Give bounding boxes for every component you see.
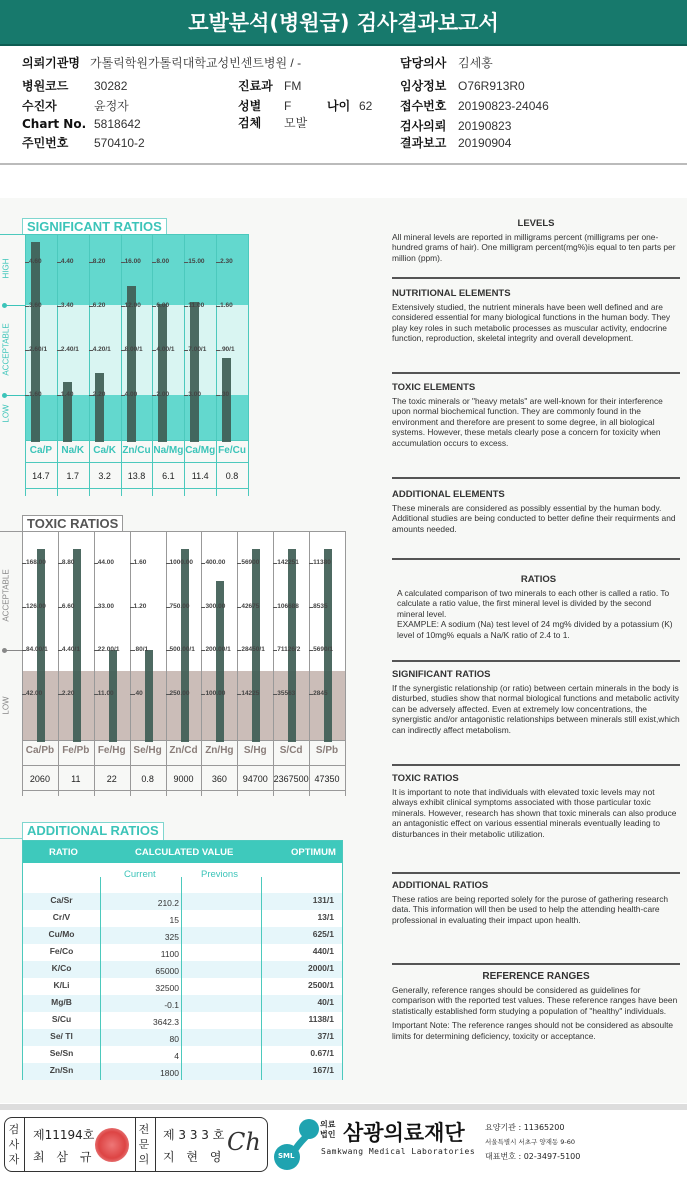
column-divider <box>216 234 217 496</box>
optimum-value: 131/1 <box>312 895 334 905</box>
tick-label: 4.60 <box>29 258 42 265</box>
clinical-value: O76R913R0 <box>458 79 525 93</box>
bar-fe-cu <box>222 358 231 443</box>
sml-logo <box>273 1117 323 1171</box>
tick-label: 15.00 <box>188 258 205 265</box>
tick-label: 44.00 <box>97 559 115 566</box>
rrn-value: 570410-2 <box>94 136 145 150</box>
institution-value: 가톨릭학원가톨릭대학교성빈센트병원 / - <box>90 56 302 70</box>
sex-value: F <box>284 99 292 113</box>
column-divider <box>130 531 131 796</box>
org-name-en: Samkwang Medical Laboratories <box>321 1147 476 1156</box>
value-label: 94700 <box>242 774 268 784</box>
column-divider <box>345 531 346 796</box>
col-ratio: RATIO <box>49 847 78 858</box>
department-value: FM <box>284 79 302 93</box>
divider <box>100 877 101 1080</box>
current-value: 15 <box>169 915 179 925</box>
category-label: Fe/Hg <box>97 745 126 756</box>
tick-label: 126.00 <box>26 603 46 610</box>
tick-label: .90/1 <box>220 346 235 353</box>
toxic-ratios-chart <box>0 531 345 796</box>
sex-label: 성별 <box>238 99 262 113</box>
value-label: 9000 <box>173 774 194 784</box>
row-divider <box>0 531 345 532</box>
col-optimum: OPTIMUM <box>291 847 336 858</box>
optimum-value: 13/1 <box>317 912 334 922</box>
reference-ranges-heading: REFERENCE RANGES <box>482 971 590 982</box>
bar-ca-k <box>92 373 106 443</box>
tick-label: 200.00/1 <box>205 646 231 653</box>
value-label: 13.8 <box>127 471 146 481</box>
row-divider <box>25 462 248 463</box>
table-row <box>23 995 342 1012</box>
value-label: 47350 <box>314 774 340 784</box>
ratio-name: Cu/Mo <box>48 929 75 939</box>
hospital-code-label: 병원코드 <box>22 79 69 93</box>
levels-heading: LEVELS <box>517 218 555 229</box>
institution-row <box>22 54 301 71</box>
column-divider <box>94 531 95 796</box>
column-divider <box>309 531 310 796</box>
tick-label: 2.20 <box>61 690 75 697</box>
hospital-code-value: 30282 <box>94 79 128 93</box>
tick-label: 106688 <box>277 603 299 610</box>
receipt-label: 접수번호 <box>400 99 447 113</box>
tick-label: 11.00 <box>188 302 205 309</box>
additional-ratios-section <box>392 881 680 925</box>
zone-line <box>5 650 22 651</box>
specialist-license: 제 3 3 3 호 <box>163 1128 225 1142</box>
divider <box>392 660 680 662</box>
tick-label: 8.80 <box>61 559 75 566</box>
tick-label: 11.00 <box>97 690 114 697</box>
institution-number: 요양기관 : 11365200 <box>485 1123 565 1132</box>
tick-label: 3.40 <box>60 302 74 309</box>
current-value: 1800 <box>160 1068 179 1078</box>
important-note: Important Note: The reference ranges should not be considered as absoulte limits for determining deficiency, toxicity or acceptance. <box>392 1020 674 1041</box>
zone-label: ACCEPTABLE <box>1 569 11 622</box>
divider <box>392 372 680 374</box>
ratio-name: Cr/V <box>52 912 71 922</box>
tick-label: 750.00 <box>169 603 190 610</box>
column-divider <box>273 531 274 796</box>
tick-label: 33.00 <box>97 603 115 610</box>
tick-label: 8.00/1 <box>124 346 143 353</box>
current-value: 325 <box>164 932 179 942</box>
divider <box>0 838 22 839</box>
column-divider <box>22 531 23 796</box>
toxic-ratios-title: TOXIC RATIOS <box>22 515 123 532</box>
tick-label: 14225 <box>241 690 260 697</box>
ratio-name: Se/Sn <box>49 1048 74 1058</box>
category-label: Zn/Hg <box>205 745 234 756</box>
optimum-value: 40/1 <box>317 997 334 1007</box>
toxic-ratios-heading: TOXIC RATIOS <box>392 773 459 784</box>
divider <box>0 1104 687 1110</box>
significant-ratios-text: If the synergistic relationship (or ratio) between certain minerals in the body is disturbed, studies show that normal biological functions and metabolic activity can be adversely affected. Even at extremely low concentrations, the synergistic and/or antagonistic relationships between minerals still exist,which can indirectly affect metabolism. <box>392 682 680 735</box>
column-divider <box>166 531 167 796</box>
table-row <box>23 1046 342 1063</box>
tick-label: 6.20 <box>92 302 106 309</box>
table-row <box>23 978 342 995</box>
optimum-value: 167/1 <box>312 1065 334 1075</box>
tick-label: 300.00 <box>205 603 226 610</box>
tick-label: 2.40/1 <box>60 346 79 353</box>
tick-label: 2.30 <box>220 258 233 265</box>
ratio-name: Ca/Sr <box>50 895 73 905</box>
current-value: 65000 <box>155 966 179 976</box>
toxic-elements-heading: TOXIC ELEMENTS <box>392 382 476 393</box>
column-divider <box>121 234 122 496</box>
category-label: Na/Mg <box>153 445 184 456</box>
ratios-example: EXAMPLE: A sodium (Na) test level of 24 mg% divided by a potassium (K) level of 10mg% equals a Na/K ratio of 2.4 to 1. <box>397 619 673 640</box>
rrn-label: 주민번호 <box>22 136 69 150</box>
table-row <box>23 893 342 910</box>
ratio-name: Se/ Tl <box>50 1031 73 1041</box>
tick-label: 1000.00 <box>169 559 194 566</box>
divider <box>24 1118 25 1171</box>
reference-ranges-text: Generally, reference ranges should be considered as guidelines for comparison with the reported test values. These reference ranges have been statistically established form studying a population of "healthy" individuals. <box>392 984 678 1016</box>
category-label: Ca/K <box>93 445 117 456</box>
column-divider <box>237 531 238 796</box>
category-label: Ca/Pb <box>25 745 55 756</box>
table-header <box>23 841 342 863</box>
request-date-label: 검사의뢰 <box>400 119 447 133</box>
tick-label: 400.00 <box>205 559 226 566</box>
examiner-name: 최 삼 규 <box>33 1150 96 1164</box>
zone-label: ACCEPTABLE <box>1 323 11 376</box>
zone-band-low <box>25 395 248 440</box>
current-value: 32500 <box>155 983 179 993</box>
optimum-value: 0.67/1 <box>310 1048 334 1058</box>
tick-label: 250.00 <box>169 690 190 697</box>
tick-label: 8.20 <box>92 258 106 265</box>
value-label: 14.7 <box>32 471 50 481</box>
current-value: 1100 <box>160 949 179 959</box>
table-row <box>23 961 342 978</box>
clinical-label: 임상정보 <box>400 79 447 93</box>
doctor-label: 담당의사 <box>400 56 447 70</box>
receipt-value: 20190823-24046 <box>458 99 549 113</box>
table-row <box>23 1012 342 1029</box>
category-label: Zn/Cu <box>122 445 151 456</box>
category-label: Ca/P <box>29 445 53 456</box>
divider <box>0 163 687 165</box>
examiner-label: 검사자 <box>8 1123 20 1166</box>
table-row <box>23 1029 342 1046</box>
ratio-name: S/Cu <box>51 1014 72 1024</box>
row-divider <box>25 488 248 489</box>
value-label: 2060 <box>29 774 50 784</box>
tick-label: 5690/1 <box>313 646 333 653</box>
department-label: 진료과 <box>238 79 273 93</box>
levels-text: All mineral levels are reported in milligrams percent (milligrams per one-hundred grams of hair). One milligram percent(mg%)is equal to ten parts per million (ppm). <box>392 231 676 263</box>
specimen-label: 검체 <box>238 116 262 130</box>
tick-label: 4.20/1 <box>92 346 111 353</box>
zone-label: LOW <box>1 696 11 715</box>
reference-ranges-section <box>392 972 680 1042</box>
bar-se-hg <box>145 650 153 742</box>
zone-band-high <box>25 234 248 305</box>
divider <box>392 277 680 279</box>
current-value: 210.2 <box>157 898 179 908</box>
report-date-label: 결과보고 <box>400 136 447 150</box>
category-label: Se/Hg <box>133 745 162 756</box>
tick-label: 1.60 <box>220 302 233 309</box>
toxic-elements-section <box>392 383 680 449</box>
bar-ca-p <box>31 242 40 442</box>
tick-label: 35563 <box>277 690 296 697</box>
divider <box>392 963 680 965</box>
org-type: 의료법인 <box>320 1120 336 1139</box>
ratio-name: Zn/Sn <box>49 1065 74 1075</box>
doctor-value: 김세홍 <box>458 56 493 70</box>
additional-ratios-text: These ratios are being reported solely for the purose of gathering research data. This information will then be used to help the attending health-care professional in evaluating their impact upon health. <box>392 893 669 925</box>
zone-line <box>5 305 25 306</box>
additional-ratios-title: ADDITIONAL RATIOS <box>22 822 164 840</box>
value-label: 2367500 <box>273 774 309 784</box>
column-divider <box>248 234 249 496</box>
current-value: -0.1 <box>164 1000 179 1010</box>
tick-label: 8.00 <box>156 258 170 265</box>
tick-label: 168.00 <box>26 559 46 566</box>
col-calculated: CALCULATED VALUE <box>135 847 234 858</box>
table-row <box>23 910 342 927</box>
divider <box>392 558 680 560</box>
ratio-name: K/Li <box>53 980 70 990</box>
tick-label: 2845 <box>313 690 328 697</box>
toxic-ratios-text: It is important to note that individuals with elevated toxic levels may not always exhibit clinical symptoms associated with those particular toxic minerals. However, research has shown that toxic minerals can also produce an antagonistic effect on various essential minerals eventually leading to disturbances in their metabolic utilization. <box>392 786 677 839</box>
table-row <box>23 927 342 944</box>
examiner-license: 제11194호 <box>33 1128 95 1142</box>
significant-ratios-chart <box>0 234 248 496</box>
category-label: Na/K <box>61 445 85 456</box>
tick-label: 7.00/1 <box>188 346 207 353</box>
nutritional-section <box>392 289 680 344</box>
additional-elements-heading: ADDITIONAL ELEMENTS <box>392 489 505 500</box>
value-label: 0.8 <box>141 774 154 784</box>
column-divider <box>58 531 59 796</box>
tick-label: 1.60 <box>133 559 147 566</box>
ratio-name: Fe/Co <box>49 946 74 956</box>
specialist-name: 지 현 영 <box>163 1150 226 1164</box>
age-label: 나이 <box>327 99 351 113</box>
additional-ratios-heading: ADDITIONAL RATIOS <box>392 880 489 891</box>
category-label: S/Hg <box>243 745 267 756</box>
category-label: Fe/Cu <box>218 445 246 456</box>
ratio-name: Mg/B <box>51 997 72 1007</box>
tick-label: 11380 <box>313 559 331 566</box>
tick-label: 16.00 <box>124 258 141 265</box>
tick-label: 22.00/1 <box>97 646 120 653</box>
patient-label: 수진자 <box>22 99 57 113</box>
org-phone: 대표번호 : 02-3497-5100 <box>485 1152 581 1161</box>
seal-stamp <box>95 1128 129 1162</box>
value-label: 0.8 <box>225 471 239 481</box>
optimum-value: 1138/1 <box>308 1014 334 1024</box>
column-divider <box>152 234 153 496</box>
tick-label: 1.40 <box>60 391 74 398</box>
tick-label: 84.00/1 <box>26 646 48 653</box>
value-label: 6.1 <box>162 471 175 481</box>
category-label: Fe/Pb <box>62 745 90 756</box>
tick-label: 2.20 <box>92 391 106 398</box>
nutritional-heading: NUTRITIONAL ELEMENTS <box>392 288 511 299</box>
value-label: 1.7 <box>66 471 80 481</box>
row-divider <box>25 440 248 441</box>
tick-label: 4.40/1 <box>61 646 80 653</box>
zone-line <box>5 395 25 396</box>
tick-label: 56900 <box>241 559 260 566</box>
category-label: Ca/Mg <box>185 445 216 456</box>
table-row <box>23 944 342 961</box>
nutritional-text: Extensively studied, the nutrient minerals have been well defined and are considered essential for many biological functions in the human body. They play key roles in such metabolic processes as muscular activity, endocrine function, reproduction, skeletal integrity and overall development. <box>392 301 671 344</box>
divider <box>392 477 680 479</box>
column-divider <box>201 531 202 796</box>
column-divider <box>89 234 90 496</box>
value-label: 22 <box>106 774 117 784</box>
specialist-label: 전문의 <box>138 1123 150 1166</box>
age-value: 62 <box>359 99 373 113</box>
tick-label: 3.00 <box>188 391 201 398</box>
tick-label: .30 <box>220 391 230 398</box>
tick-label: 4.40 <box>60 258 74 265</box>
ratios-section <box>397 575 680 641</box>
tick-label: 71126/2 <box>277 646 301 653</box>
tick-label: 2.00 <box>156 391 170 398</box>
optimum-value: 37/1 <box>317 1031 334 1041</box>
additional-elements-section <box>392 490 680 534</box>
row-divider <box>22 765 345 766</box>
tick-label: 500.00/1 <box>169 646 195 653</box>
tick-label: 6.60 <box>61 603 75 610</box>
tick-label: 42675 <box>241 603 260 610</box>
divider <box>261 877 262 1080</box>
value-label: 11.4 <box>191 471 209 481</box>
tick-label: 2.60/1 <box>29 346 48 353</box>
tick-label: 6.00 <box>156 302 170 309</box>
request-date-value: 20190823 <box>458 119 512 133</box>
divider <box>181 877 182 1080</box>
column-divider <box>184 234 185 496</box>
tick-label: 100.00 <box>205 690 226 697</box>
divider <box>155 1118 156 1171</box>
col-current: Current <box>124 869 156 880</box>
chart-no-value: 5818642 <box>94 117 141 131</box>
row-divider <box>22 790 345 791</box>
patient-value: 윤정자 <box>94 99 129 113</box>
significant-ratios-heading: SIGNIFICANT RATIOS <box>392 669 491 680</box>
tick-label: .40 <box>133 690 143 697</box>
category-label: S/Cd <box>279 745 303 756</box>
tick-label: 1.60 <box>29 391 42 398</box>
specimen-value: 모발 <box>284 116 308 130</box>
tick-label: 42.00 <box>26 690 43 697</box>
signature: Ch <box>227 1128 261 1156</box>
report-title: 모발분석(병원급) 검사결과보고서 <box>0 0 687 46</box>
tick-label: 8535 <box>313 603 328 610</box>
levels-section <box>392 219 680 263</box>
zone-label: LOW <box>1 404 11 423</box>
org-name: 삼광의료재단 <box>343 1121 465 1145</box>
current-value: 3642.3 <box>153 1017 179 1027</box>
toxic-elements-text: The toxic minerals or "heavy metals" are well-known for their interference upon normal biochemical function. They are commonly found in the environment and therefore are present to some degree, in all biological systems. However, these metals clearly pose a concern for toxicity when accumulation occurs to excess. <box>392 395 663 448</box>
optimum-value: 625/1 <box>312 929 334 939</box>
ratios-text: A calculated comparison of two minerals to each other is called a ratio. To calculate a ratio value, the first mineral level is divided by the second mineral level. <box>397 587 670 619</box>
divider <box>392 872 680 874</box>
col-previous: Previons <box>201 869 238 880</box>
optimum-value: 2500/1 <box>308 980 334 990</box>
value-label: 11 <box>71 774 81 784</box>
ratio-name: K/Co <box>51 963 72 973</box>
current-value: 80 <box>169 1034 179 1044</box>
tick-label: 12.00 <box>124 302 141 309</box>
report-date-value: 20190904 <box>458 136 512 150</box>
logo-text: SML <box>278 1152 295 1160</box>
toxic-ratios-section <box>392 774 680 840</box>
current-value: 4 <box>174 1051 179 1061</box>
tick-label: 4.00 <box>124 391 138 398</box>
additional-ratios-table <box>22 840 343 1080</box>
divider <box>135 1118 136 1171</box>
significant-ratios-title: SIGNIFICANT RATIOS <box>22 218 167 235</box>
optimum-value: 2000/1 <box>308 963 334 973</box>
row-divider <box>0 234 248 235</box>
zone-label: HIGH <box>1 258 11 279</box>
tick-label: 4.00/1 <box>156 346 175 353</box>
org-address: 서울특별시 서초구 양재동 9-60 <box>485 1138 576 1146</box>
category-label: Zn/Cd <box>169 745 198 756</box>
tick-label: .80/1 <box>133 646 149 653</box>
table-row <box>23 1063 342 1080</box>
optimum-value: 440/1 <box>312 946 334 956</box>
tick-label: 3.60 <box>29 302 42 309</box>
divider <box>392 764 680 766</box>
significant-ratios-section <box>392 670 680 736</box>
value-label: 360 <box>211 774 227 784</box>
institution-label: 의뢰기관명 <box>22 56 80 70</box>
tick-label: 142251 <box>277 559 299 566</box>
column-divider <box>25 234 26 496</box>
ratios-heading: RATIOS <box>520 574 557 585</box>
signature-box <box>4 1117 268 1172</box>
tick-label: 1.20 <box>133 603 147 610</box>
category-label: S/Pb <box>315 745 339 756</box>
value-label: 3.2 <box>98 471 111 481</box>
column-divider <box>57 234 58 496</box>
bar-ca-mg <box>190 302 199 442</box>
chart-no-label: Chart No. <box>22 117 87 131</box>
tick-label: 28450/1 <box>241 646 265 653</box>
additional-elements-text: These minerals are considered as possibly essential by the human body. Additional studies are being conducted to better define their requirments and amounts needed. <box>392 502 676 534</box>
